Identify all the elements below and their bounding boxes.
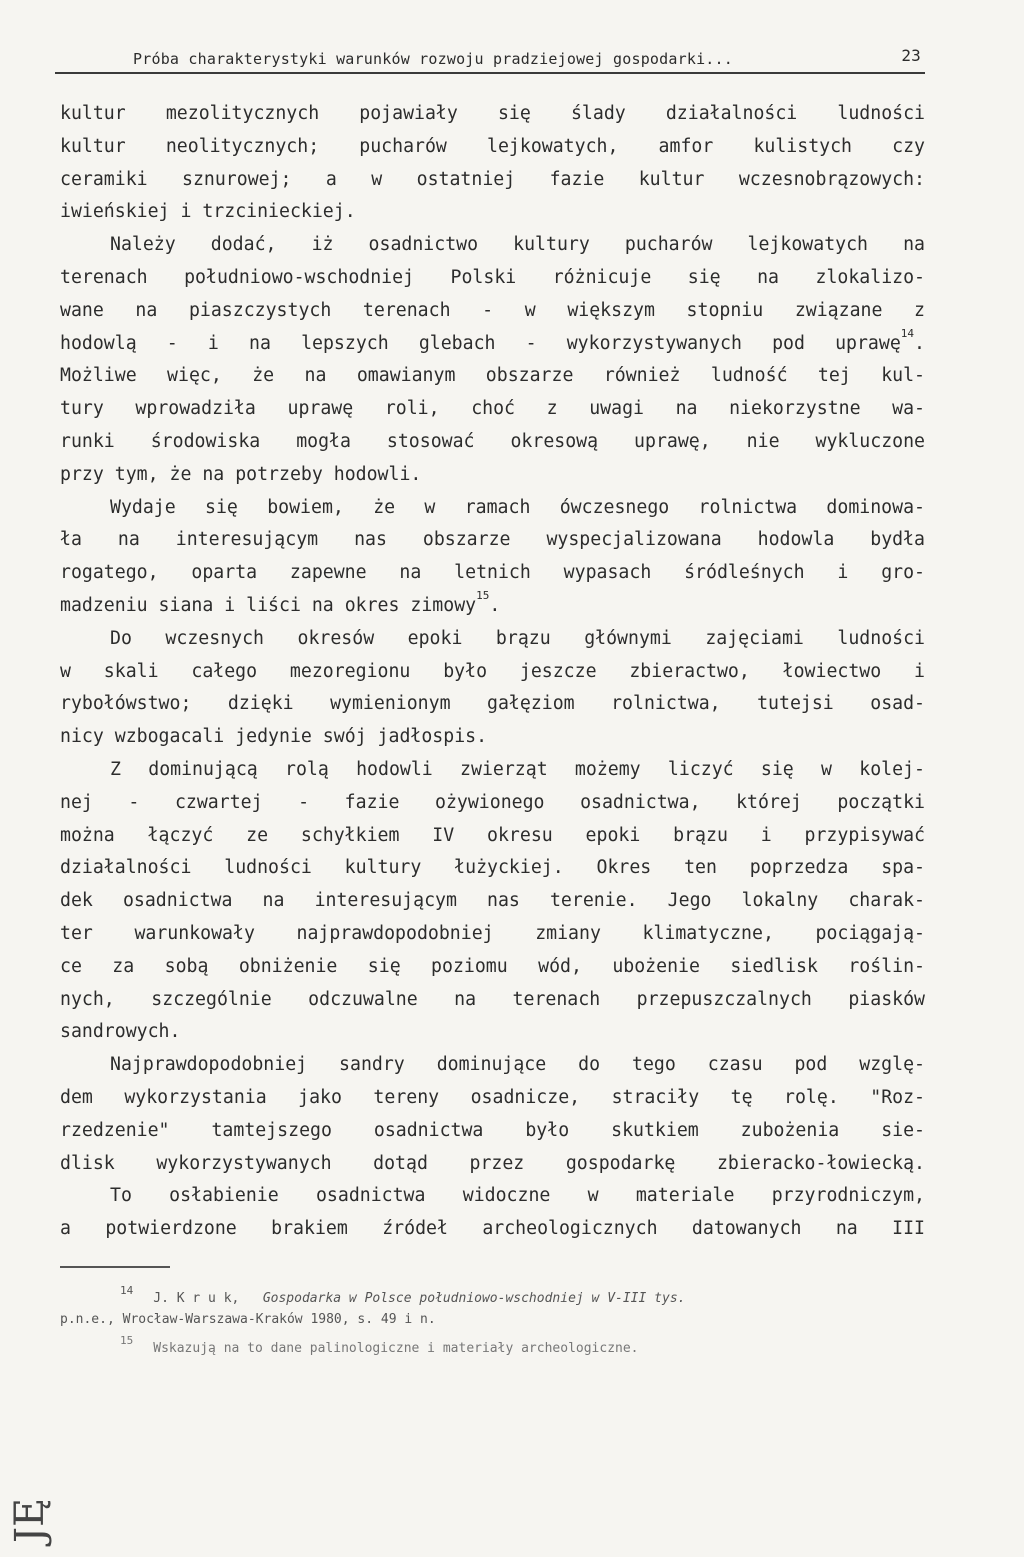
text-line-content: iwieńskiej i trzcinieckiej.	[60, 201, 356, 223]
text-line-content: madzeniu siana i liści na okres zimowy	[60, 594, 477, 616]
text-line-content: ceramiki sznurowej; a w ostatniej fazie kultur wczesnobrązowych:	[60, 168, 925, 190]
footnote-text: Wskazują na to dane palinologiczne i materiały archeologiczne.	[153, 1341, 639, 1356]
text-line	[60, 721, 925, 754]
footnote-number: 15	[120, 1334, 134, 1347]
body-text	[60, 98, 925, 1246]
footnote-14	[60, 1280, 930, 1309]
text-line	[60, 360, 925, 393]
text-line	[60, 688, 925, 721]
text-line	[60, 557, 925, 590]
text-line	[60, 1180, 925, 1213]
text-line	[60, 131, 925, 164]
text-line-content: Należy dodać, iż osadnictwo kultury pucharów lejkowatych na	[110, 234, 925, 256]
text-line-content: przy tym, że na potrzeby hodowli.	[60, 463, 422, 485]
page-number: 23	[901, 46, 921, 65]
text-line-content: ter warunkowały najprawdopodobniej zmiany klimatyczne, pociągają-	[60, 922, 925, 944]
text-line-content: nicy wzbogacali jedynie swój jadłospis.	[60, 726, 488, 748]
text-line-content: Z dominującą rolą hodowli zwierząt możemy liczyć się w kolej-	[110, 758, 925, 780]
text-line	[60, 590, 925, 623]
footnote-15	[60, 1330, 930, 1359]
text-line	[60, 1082, 925, 1115]
text-line	[60, 623, 925, 656]
text-line	[60, 1115, 925, 1148]
footnote-number: 14	[120, 1284, 134, 1297]
text-line	[60, 98, 925, 131]
text-line	[60, 656, 925, 689]
text-line	[60, 885, 925, 918]
footnote-author: J. K r u k,	[153, 1291, 240, 1306]
text-line-content: rogatego, oparta zapewne na letnich wypasach śródleśnych i gro-	[60, 562, 925, 584]
text-line-content: rybołówstwo; dzięki wymienionym gałęziom rolnictwa, tutejsi osad-	[60, 693, 925, 715]
footnote-14-continued: p.n.e., Wrocław-Warszawa-Kraków 1980, s. 49 i n.	[60, 1312, 436, 1327]
text-line-content: kultur mezolitycznych pojawiały się ślady działalności ludności	[60, 103, 925, 124]
text-line	[60, 918, 925, 951]
footnote-ref: 15	[476, 588, 490, 602]
text-line-content: sandrowych.	[60, 1021, 181, 1043]
text-line	[60, 951, 925, 984]
text-line-content: a potwierdzone brakiem źródeł archeologicznych datowanych na III	[60, 1218, 925, 1240]
text-line	[60, 492, 925, 525]
text-line-content: ła na interesującym nas obszarze wyspecjalizowana hodowla bydła	[60, 529, 925, 551]
text-line-content: runki środowiska mogła stosować okresową uprawę, nie wykluczone	[60, 430, 925, 452]
footnote-ref: 14	[900, 326, 915, 340]
text-line-content: tury wprowadziła uprawę roli, choć z uwagi na niekorzystne wa-	[60, 398, 925, 420]
text-line	[60, 393, 925, 426]
text-line-content: dem wykorzystania jako tereny osadnicze, straciły tę rolę. "Roz-	[60, 1086, 925, 1108]
text-line-content: nych, szczególnie odczuwalne na terenach przepuszczalnych piasków	[60, 988, 925, 1010]
text-line-content: ce za sobą obniżenie się poziomu wód, ubożenie siedlisk roślin-	[60, 955, 925, 977]
text-line	[60, 459, 925, 492]
text-line-content: To osłabienie osadnictwa widoczne w materiale przyrodniczym,	[110, 1185, 925, 1207]
text-line	[60, 1049, 925, 1082]
text-line-content: nej - czwartej - fazie ożywionego osadnictwa, której początki	[60, 791, 925, 813]
text-line-content: dlisk wykorzystywanych dotąd przez gospodarkę zbieracko-łowiecką.	[60, 1152, 925, 1174]
text-line	[60, 984, 925, 1017]
text-line-content: Wydaje się bowiem, że w ramach ówczesnego rolnictwa dominowa-	[110, 496, 925, 518]
text-line	[60, 262, 925, 295]
text-line-content: hodowlą - i na lepszych glebach - wykorzystywanych pod uprawę	[60, 332, 901, 354]
text-line	[60, 426, 925, 459]
text-line	[60, 820, 925, 853]
text-line-content: Najprawdopodobniej sandry dominujące do tego czasu pod wzglę-	[110, 1054, 925, 1076]
text-line-content: wane na piaszczystych terenach - w większym stopniu związane z	[60, 299, 925, 321]
text-line	[60, 754, 925, 787]
text-line	[60, 1148, 925, 1181]
text-line-content: w skali całego mezoregionu było jeszcze zbieractwo, łowiectwo i	[60, 660, 925, 682]
text-line	[60, 328, 925, 361]
text-line	[60, 164, 925, 197]
text-line-content: działalności ludności kultury łużyckiej. Okres ten poprzedza spa-	[60, 857, 925, 879]
text-line-content: dek osadnictwa na interesującym nas terenie. Jego lokalny charak-	[60, 890, 925, 912]
text-line	[60, 787, 925, 820]
running-header-title: Próba charakterystyki warunków rozwoju pradziejowej gospodarki...	[133, 50, 733, 68]
text-line	[60, 1016, 925, 1049]
footnote-title: Gospodarka w Polsce południowo-wschodniej w V-III tys.	[262, 1291, 686, 1306]
footnotes	[60, 1280, 930, 1359]
text-line	[60, 196, 925, 229]
text-line-content: terenach południowo-wschodniej Polski różnicuje się na zlokalizo-	[60, 266, 925, 288]
text-line	[60, 295, 925, 328]
text-line	[60, 1213, 925, 1246]
text-line	[60, 524, 925, 557]
text-line-content: Do wczesnych okresów epoki brązu głównymi zajęciami ludności	[110, 627, 925, 649]
punctuation: .	[914, 332, 925, 354]
footnote-divider	[60, 1266, 170, 1268]
margin-mark: JĘ	[7, 1497, 53, 1543]
running-header	[55, 46, 925, 74]
text-line	[60, 229, 925, 262]
text-line	[60, 852, 925, 885]
text-line-content: rzedzenie" tamtejszego osadnictwa było skutkiem zubożenia sie-	[60, 1119, 925, 1141]
text-line-content: kultur neolitycznych; pucharów lejkowatych, amfor kulistych czy	[60, 135, 925, 157]
text-line-content: można łączyć ze schyłkiem IV okresu epoki brązu i przypisywać	[60, 824, 925, 846]
text-line-content: Możliwe więc, że na omawianym obszarze również ludność tej kul-	[60, 365, 925, 387]
punctuation: .	[489, 594, 501, 616]
